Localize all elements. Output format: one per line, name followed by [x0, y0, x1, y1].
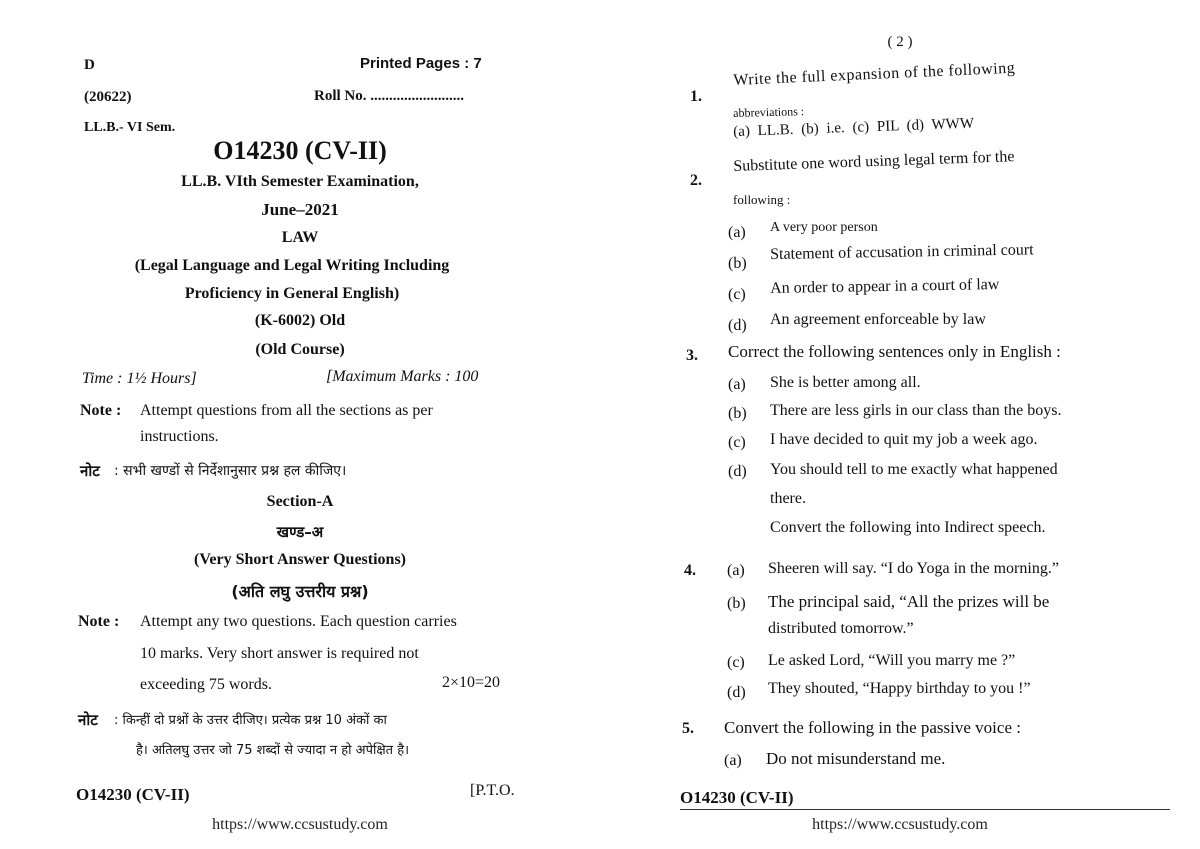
question-3-item-d-continuation: there. [770, 490, 806, 507]
note-1-line-1: Attempt questions from all the sections as per [140, 402, 433, 419]
question-3-text: Correct the following sentences only in English : [728, 342, 1061, 361]
paper-title-line-1: (Legal Language and Legal Writing Including [134, 257, 450, 274]
question-1-options: (a) LL.B. (b) i.e. (c) PIL (d) WWW [733, 115, 975, 140]
note-2-hindi-line-1: : किन्हीं दो प्रश्नों के उत्तर दीजिए। प्रत्येक प्रश्न 10 अंकों का [114, 713, 387, 728]
question-4-item-d-label: (d) [727, 684, 746, 701]
right-footer-code: O14230 (CV-II) [680, 788, 794, 807]
question-2-item-a-text: A very poor person [770, 220, 878, 235]
question-4-number: 4. [684, 562, 696, 579]
note-1-hindi-text: : सभी खण्डों से निर्देशानुसार प्रश्न हल कीजिए। [114, 463, 347, 479]
question-4-item-a-label: (a) [727, 562, 745, 579]
footer-rule [680, 809, 1170, 810]
subject-code: O14230 (CV-II) [213, 136, 387, 165]
section-type: (Very Short Answer Questions) [193, 551, 406, 568]
question-5-item-a-text: Do not misunderstand me. [766, 749, 946, 768]
note-2-line-1: Attempt any two questions. Each question carries [140, 613, 457, 630]
maximum-marks: [Maximum Marks : 100 [326, 368, 479, 385]
question-3-item-a-label: (a) [728, 376, 746, 393]
series-code: D [84, 57, 95, 73]
question-2-number: 2. [690, 172, 702, 189]
question-1-text-line-1: Write the full expansion of the following [733, 59, 1016, 89]
question-3-item-c-text: I have decided to quit my job a week ago. [770, 431, 1038, 448]
pto-marker: [P.T.O. [470, 782, 515, 799]
question-3-item-d-label: (d) [728, 463, 747, 480]
question-3-item-a-text: She is better among all. [770, 374, 921, 391]
left-footer-url[interactable]: https://www.ccsustudy.com [212, 816, 388, 833]
question-2-item-d-label: (d) [728, 317, 747, 334]
question-2-text-line-2: following : [733, 192, 791, 207]
paper-title-line-2: Proficiency in General English) [184, 285, 400, 302]
exam-date: June–2021 [261, 200, 339, 219]
question-1-number: 1. [690, 88, 702, 105]
exam-name: LL.B. VIth Semester Examination, [181, 173, 419, 190]
question-1-text-line-2: abbreviations : [733, 104, 805, 120]
question-3-item-c-label: (c) [728, 434, 746, 451]
note-1-hindi-label: नोट [80, 462, 100, 480]
question-2-text-line-1: Substitute one word using legal term for the [733, 148, 1015, 175]
question-2-item-c-text: An order to appear in a court of law [770, 275, 1000, 297]
left-footer-code: O14230 (CV-II) [76, 785, 190, 804]
time-allowed: Time : 1½ Hours] [82, 370, 197, 387]
note-1-line-2: instructions. [140, 428, 219, 445]
course-type: (Old Course) [255, 341, 345, 358]
question-5-number: 5. [682, 720, 694, 737]
subject: LAW [281, 229, 319, 246]
page-number: ( 2 ) [887, 34, 913, 50]
question-5-text: Convert the following in the passive voice : [724, 718, 1021, 737]
note-2-line-3: exceeding 75 words. [140, 676, 272, 693]
question-2-item-b-text: Statement of accusation in criminal court [770, 241, 1034, 263]
section-type-hindi: (अति लघु उत्तरीय प्रश्न) [231, 582, 369, 601]
note-2-line-2: 10 marks. Very short answer is required not [140, 645, 419, 662]
question-4-item-d-text: They shouted, “Happy birthday to you !” [768, 680, 1031, 697]
question-2-item-d-text: An agreement enforceable by law [770, 311, 986, 328]
question-2-item-a-label: (a) [728, 224, 746, 241]
paper-number: (K-6002) Old [254, 312, 346, 329]
question-3-item-b-text: There are less girls in our class than the boys. [770, 402, 1062, 419]
question-4-item-b-text: The principal said, “All the prizes will be [768, 592, 1050, 611]
roll-number: Roll No. ......................... [314, 88, 464, 104]
question-2-item-c-label: (c) [728, 286, 746, 303]
question-4-item-b-label: (b) [727, 595, 746, 612]
note-2-hindi-line-2: है। अतिलघु उत्तर जो 75 शब्दों से ज्यादा न हो अपेक्षित है। [136, 743, 410, 758]
note-2-hindi-label: नोट [78, 711, 98, 729]
question-4-item-c-text: Le asked Lord, “Will you marry me ?” [768, 652, 1016, 669]
paper-code: (20622) [84, 89, 132, 105]
right-page [600, 0, 1200, 849]
right-footer-url[interactable]: https://www.ccsustudy.com [812, 816, 988, 833]
note-2-label: Note : [78, 613, 120, 630]
question-2-item-b-label: (b) [728, 255, 747, 272]
note-2-marks: 2×10=20 [442, 674, 501, 691]
section-title: Section-A [266, 493, 334, 510]
printed-pages: Printed Pages : 7 [360, 55, 482, 72]
question-5-item-a-label: (a) [724, 752, 742, 769]
question-3-item-b-label: (b) [728, 405, 747, 422]
question-4-item-c-label: (c) [727, 654, 745, 671]
question-4-item-a-text: Sheeren will say. “I do Yoga in the morning.” [768, 560, 1059, 577]
question-4-item-b-continuation: distributed tomorrow.” [768, 620, 914, 637]
question-3-item-d-text: You should tell to me exactly what happened [770, 461, 1058, 478]
question-3-trailing-instruction: Convert the following into Indirect speech. [770, 519, 1046, 536]
course-semester: LL.B.- VI Sem. [84, 120, 176, 135]
section-title-hindi: खण्ड–अ [276, 523, 324, 541]
note-1-label: Note : [80, 402, 122, 419]
question-3-number: 3. [686, 347, 698, 364]
